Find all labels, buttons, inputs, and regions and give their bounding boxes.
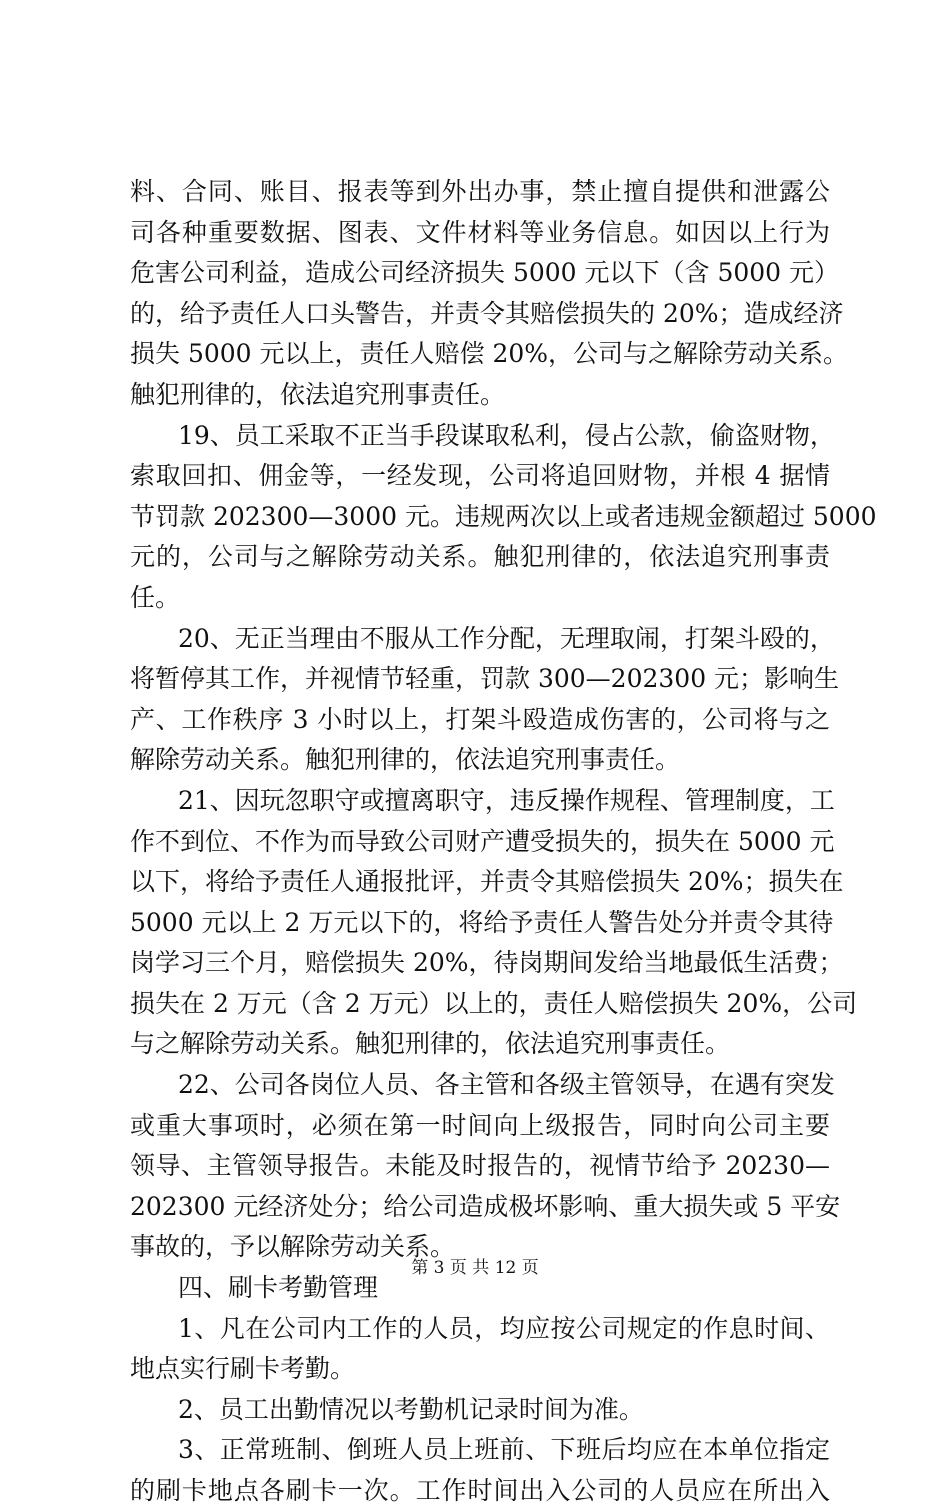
text-line: 5000 元以上 2 万元以下的，将给予责任人警告处分并责令其待 [130,907,834,937]
text-line: 的，给予责任人口头警告，并责令其赔偿损失的 20%；造成经济 [130,298,844,328]
text-line: 作不到位、不作为而导致公司财产遭受损失的，损失在 5000 元 [130,826,835,856]
text-line: 司各种重要数据、图表、文件材料等业务信息。如因以上行为 [130,217,830,247]
text-line: 事故的，予以解除劳动关系。 [130,1232,456,1262]
text-line: 2、员工出勤情况以考勤机记录时间为准。 [178,1394,644,1424]
text-line: 地点实行刷卡考勤。 [130,1354,356,1384]
text-line: 以下，将给予责任人通报批评，并责令其赔偿损失 20%；损失在 [130,867,844,897]
page-footer: 第 3 页 共 12 页 [411,1258,539,1278]
text-line: 202300 元经济处分；给公司造成极坏影响、重大损失或 5 平安 [130,1191,841,1221]
text-line: 损失在 2 万元（含 2 万元）以上的，责任人赔偿损失 20%，公司 [130,988,858,1018]
text-line: 节罚款 202300—3000 元。违规两次以上或者违规金额超过 5000 [130,501,877,531]
text-line: 解除劳动关系。触犯刑律的，依法追究刑事责任。 [130,745,681,775]
text-line: 与之解除劳动关系。触犯刑律的，依法追究刑事责任。 [130,1029,731,1059]
text-line: 损失 5000 元以上，责任人赔偿 20%，公司与之解除劳动关系。 [130,339,849,369]
text-line: 元的，公司与之解除劳动关系。触犯刑律的，依法追究刑事责 [130,542,830,572]
section-heading: 四、刷卡考勤管理 [178,1273,379,1303]
text-line: 岗学习三个月，赔偿损失 20%，待岗期间发给当地最低生活费； [130,948,844,978]
text-line: 任。 [130,582,181,612]
text-line: 触犯刑律的，依法追究刑事责任。 [130,379,506,409]
text-line: 19、员工采取不正当手段谋取私利，侵占公款，偷盗财物， [178,420,835,450]
text-line: 1、凡在公司内工作的人员，均应按公司规定的作息时间、 [178,1313,830,1343]
text-line: 21、因玩忽职守或擅离职守，违反操作规程、管理制度，工 [178,785,835,815]
text-line: 料、合同、账目、报表等到外出办事，禁止擅自提供和泄露公 [130,177,830,206]
text-line: 索取回扣、佣金等，一经发现，公司将追回财物，并根 4 据情 [130,461,830,491]
text-line: 的刷卡地点各刷卡一次。工作时间出入公司的人员应在所出入 [130,1476,830,1505]
text-line: 领导、主管领导报告。未能及时报告的，视情节给予 20230— [130,1151,830,1181]
text-line: 将暂停其工作，并视情节轻重，罚款 300—202300 元；影响生 [130,664,840,694]
body-text [130,172,877,1512]
text-line: 20、无正当理由不服从工作分配，无理取闹，打架斗殴的， [178,623,835,653]
text-line: 或重大事项时，必须在第一时间向上级报告，同时向公司主要 [130,1110,830,1140]
text-line: 22、公司各岗位人员、各主管和各级主管领导，在遇有突发 [178,1070,835,1100]
text-line: 3、正常班制、倒班人员上班前、下班后均应在本单位指定 [178,1435,830,1465]
text-line: 产、工作秩序 3 小时以上，打架斗殴造成伤害的，公司将与之 [130,704,830,734]
text-line: 危害公司利益，造成公司经济损失 5000 元以下（含 5000 元） [130,258,840,288]
